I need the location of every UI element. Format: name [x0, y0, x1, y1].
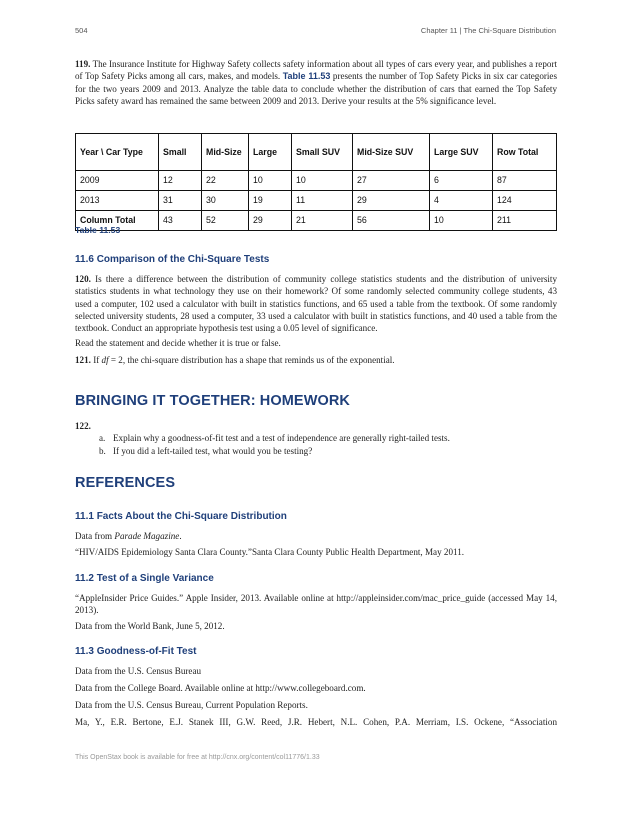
- problem-text-continued: presents the number of Top Safety Picks in six car categories for the two years 2009 and 2013. Analyze the table data to conclude whether the distribution of cars that earned the Top Safety Picks safety award has remained the same between 2009 and 2013. Derive your results at the 5% significance level.: [75, 71, 558, 106]
- problem-text: If: [90, 355, 102, 365]
- table-header-cell: Mid-Size SUV: [353, 134, 430, 171]
- list-item-text: Explain why a goodness-of-fit test and a test of independence are generally right-tailed tests.: [113, 433, 450, 444]
- table-caption: Table 11.53: [75, 225, 121, 235]
- table-row: [76, 191, 557, 211]
- reference-item: Ma, Y., E.R. Bertone, E.J. Stanek III, G.W. Reed, J.R. Hebert, N.L. Cohen, P.A. Merriam, I.S. Ockene, “Association: [75, 717, 557, 727]
- top-safety-picks-table: [75, 133, 557, 231]
- problem-text: Is there a difference between the distribution of community college statistics students and the distribution of university statistics students in what technology they use on their homework? Of some randomly selected community college students, 43 used a computer, 102 used a calculator with built in statistics functions, and 65 used a table from the textbook. Of some randomly selected university students, 28 used a computer, 33 used a calculator with built in statistics functions, and 40 used a table from the textbook. Conduct an appropriate hypothesis test using a 0.05 level of significance.: [75, 274, 557, 334]
- list-item-text: If you did a left-tailed test, what would you be testing?: [113, 445, 313, 456]
- reference-text: .: [179, 531, 182, 541]
- data-table-wrapper: [75, 133, 557, 231]
- problem-119: [75, 58, 557, 107]
- table-header-cell: Large SUV: [430, 134, 493, 171]
- reference-item: [75, 530, 557, 542]
- reference-item: “AppleInsider Price Guides.” Apple Insider, 2013. Available online at http://appleinsider.com/mac_price_guide (accessed May 14, 2013).: [75, 593, 557, 616]
- reference-section-11-1: 11.1 Facts About the Chi-Square Distribution: [75, 511, 287, 522]
- table-header-cell: Row Total: [493, 134, 557, 171]
- table-cell: 87: [493, 171, 557, 191]
- table-cell: 6: [430, 171, 493, 191]
- table-cell: 21: [292, 211, 353, 231]
- problem-number: 119.: [75, 59, 91, 69]
- problem-number: 122.: [75, 421, 91, 431]
- reference-title: Parade Magazine: [114, 531, 180, 541]
- problem-120: [75, 273, 557, 334]
- list-item: [75, 445, 557, 457]
- table-cell: 29: [353, 191, 430, 211]
- table-cell: 211: [493, 211, 557, 231]
- problem-122-list: [75, 432, 557, 457]
- table-cell: 10: [249, 171, 292, 191]
- reference-section-11-3: 11.3 Goodness-of-Fit Test: [75, 646, 197, 657]
- reference-item: Data from the U.S. Census Bureau: [75, 666, 202, 676]
- df-symbol: df: [101, 355, 109, 365]
- table-header-row: [76, 134, 557, 171]
- reference-item: Data from the World Bank, June 5, 2012.: [75, 621, 225, 631]
- problem-text: The Insurance Institute for Highway Safety collects safety information about all types of cars every year, and publishes a report of Top Safety Picks among all cars, makes, and models.: [75, 59, 557, 82]
- instruction-text: Read the statement and decide whether it is true or false.: [75, 338, 281, 348]
- table-header-cell: Large: [249, 134, 292, 171]
- table-cell: 2013: [76, 191, 159, 211]
- page-footer: This OpenStax book is available for free at http://cnx.org/content/col11776/1.33: [75, 754, 320, 761]
- problem-number: 121.: [75, 355, 91, 365]
- table-cell: 29: [249, 211, 292, 231]
- table-cell: 27: [353, 171, 430, 191]
- table-cell: 31: [159, 191, 202, 211]
- table-cell: Column Total: [76, 211, 159, 231]
- table-header-cell: Year \ Car Type: [76, 134, 159, 171]
- table-row: [76, 171, 557, 191]
- section-heading-11-6: 11.6 Comparison of the Chi-Square Tests: [75, 254, 270, 265]
- table-cell: 19: [249, 191, 292, 211]
- table-header-cell: Mid-Size: [202, 134, 249, 171]
- problem-number: 120.: [75, 274, 91, 284]
- table-cell: 56: [353, 211, 430, 231]
- table-cell: 2009: [76, 171, 159, 191]
- reference-section-11-2: 11.2 Test of a Single Variance: [75, 573, 214, 584]
- list-marker: b.: [99, 445, 106, 456]
- table-cell: 22: [202, 171, 249, 191]
- references-heading: REFERENCES: [75, 475, 176, 491]
- table-cell: 12: [159, 171, 202, 191]
- reference-item: “HIV/AIDS Epidemiology Santa Clara County.”Santa Clara County Public Health Department, May 2011.: [75, 547, 465, 557]
- table-header-cell: Small: [159, 134, 202, 171]
- table-cell: 52: [202, 211, 249, 231]
- reference-item: Data from the College Board. Available online at http://www.collegeboard.com.: [75, 683, 366, 693]
- reference-item: Data from the U.S. Census Bureau, Current Population Reports.: [75, 700, 308, 710]
- table-cell: 10: [430, 211, 493, 231]
- reference-text: Data from: [75, 531, 115, 541]
- table-cell: 4: [430, 191, 493, 211]
- homework-heading: BRINGING IT TOGETHER: HOMEWORK: [75, 393, 351, 409]
- list-marker: a.: [99, 433, 106, 444]
- chapter-header: Chapter 11 | The Chi-Square Distribution: [420, 26, 556, 35]
- table-cell: 30: [202, 191, 249, 211]
- table-cell: 10: [292, 171, 353, 191]
- table-cell: 124: [493, 191, 557, 211]
- table-header-cell: Small SUV: [292, 134, 353, 171]
- table-cell: 11: [292, 191, 353, 211]
- problem-121: [75, 354, 557, 366]
- problem-text-continued: = 2, the chi-square distribution has a shape that reminds us of the exponential.: [108, 355, 395, 365]
- page-number: 504: [75, 26, 88, 35]
- list-item: [75, 432, 557, 444]
- table-reference-link[interactable]: Table 11.53: [282, 71, 331, 82]
- problem-122: [75, 420, 557, 457]
- table-cell: 43: [159, 211, 202, 231]
